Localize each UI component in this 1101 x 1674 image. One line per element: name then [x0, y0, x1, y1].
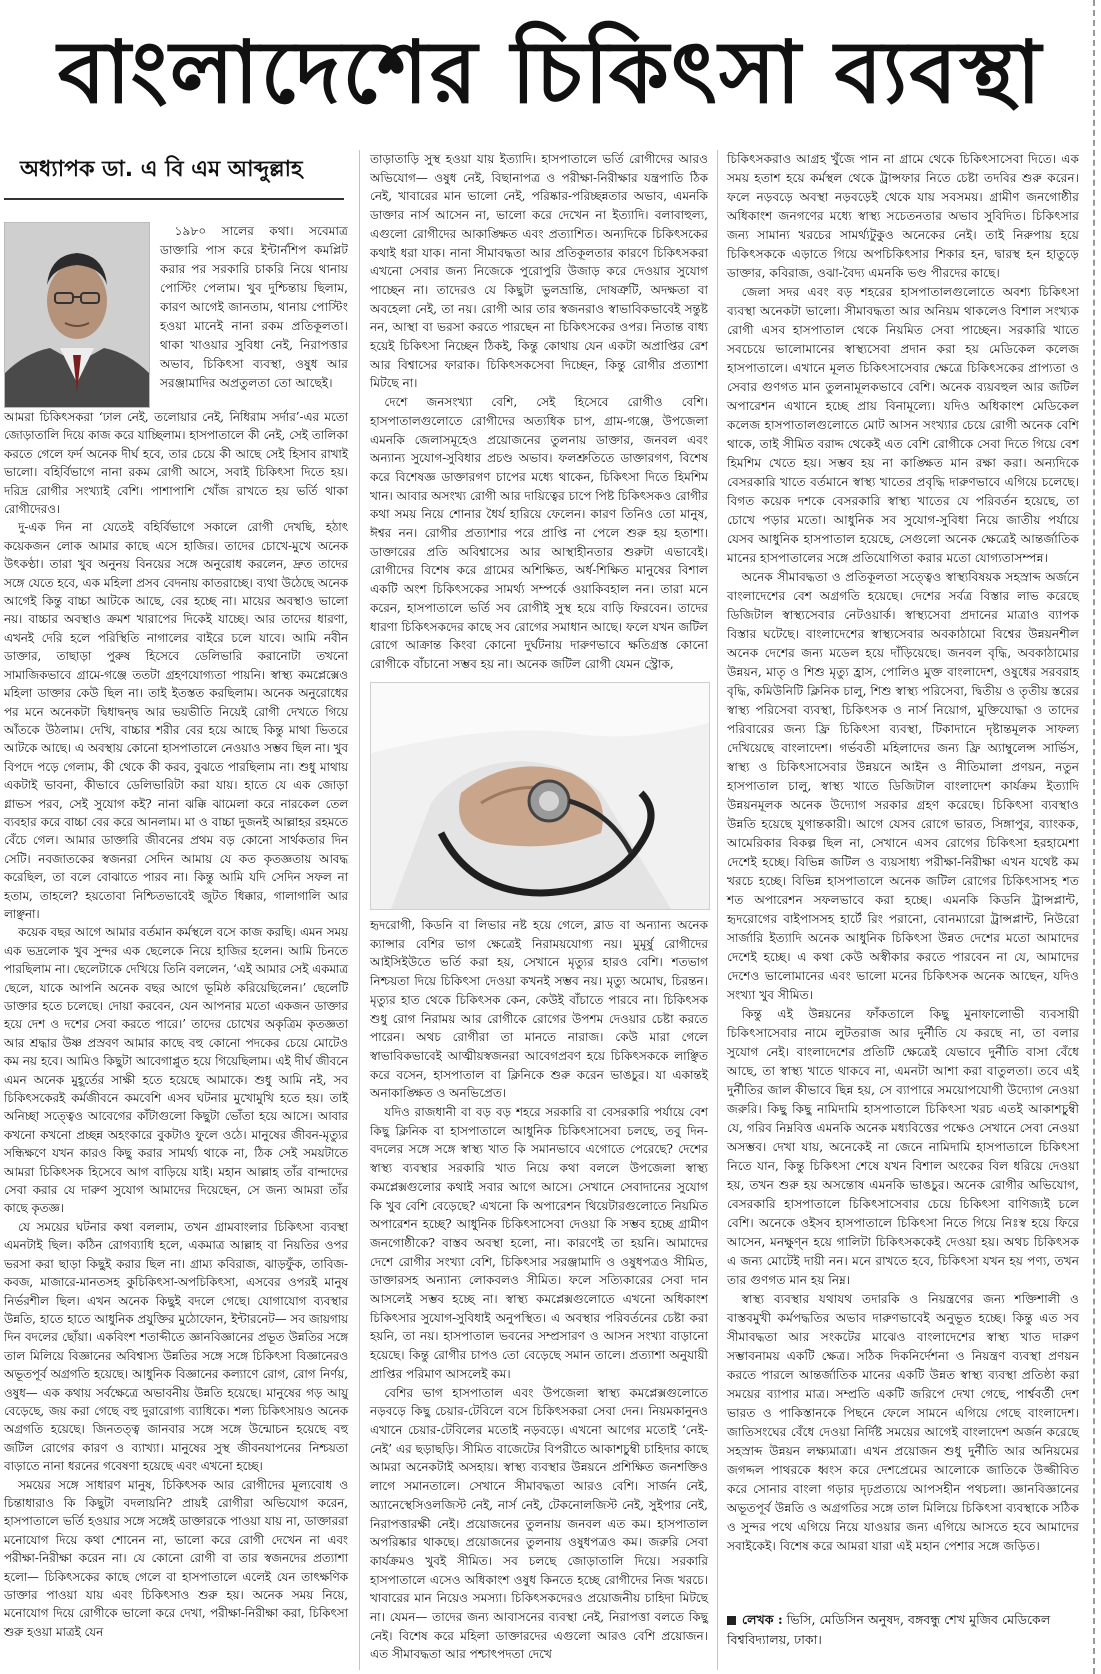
- intro-paragraph: ১৯৮০ সালের কথা। সবেমাত্র ডাক্তারি পাস করে ইন্টার্নশিপ কমপ্লিট করার পর সরকারি চাকরি নিয়ে থানায় পোস্টিং পেলাম। খুব দুশ্চিন্তায় ছিলাম, কারণ আগেই জানতাম, থানায় পোস্টিং হওয়া মানেই নানা রকম প্রতিকূলতা। থাকা খাওয়ার সুবিধা নেই, নিরাপত্তার অভাব, চিকিৎসা ব্যবস্থা, ওষুধ আর সরঞ্জামাদির অপ্রতুলতা তো আছেই।: [160, 224, 348, 390]
- author-portrait-image: [5, 223, 149, 407]
- paragraph: যে সময়ের ঘটনার কথা বললাম, তখন গ্রামবাংলার চিকিৎসা ব্যবস্থা এমনটাই ছিল। কঠিন রোগব্যাধি হলে, একমাত্র আল্লাহ বা নিয়তির ওপর ভরসা করা ছাড়া কিছুই করার ছিল না। গ্রাম্য কবিরাজ, ঝাড়ফুঁক, তাবিজ-কবজ, মাজারে-মানতসহ কুচিকিৎসা-অপচিকিৎসা, এসবের ওপরই মানুষ নির্ভরশীল ছিল। এখন অনেক কিছুই বদলে গেছে। যোগাযোগ ব্যবস্থার উন্নতি, হাতে হাতে আধুনিক প্রযুক্তির মুঠোফোন, ইন্টারনেট— সব জায়গায় দিন বদলের ছোঁয়া। একবিংশ শতাব্দীতে জ্ঞানবিজ্ঞানের প্রভূত উন্নতির সঙ্গে তাল মিলিয়ে বিজ্ঞানের অবিশ্বাস্য উন্নতির সঙ্গে সঙ্গে চিকিৎসা বিজ্ঞানেরও অভূতপূর্ব অগ্রগতি হয়েছে। আধুনিক বিজ্ঞানের কল্যাণে রোগ, রোগ নির্ণয়, ওষুধ— এক কথায় সর্বক্ষেত্রে অভাবনীয় উন্নতি হয়েছে। মানুষের গড় আয়ু বেড়েছে, জয় করা গেছে বহু দুরারোগ্য ব্যাধিকে। শল্য চিকিৎসায়ও অনেক অগ্রগতি হয়েছে। জিনতত্ত্ব জানবার সঙ্গে সঙ্গে উন্মোচন হয়েছে বহু জটিল রোগের কারণ ও ব্যাখ্যা। মানুষের সুস্থ জীবনযাপনের নিশ্চয়তা বাড়াতে নানা ধরনের গবেষণা হয়েছে এবং এখনো হচ্ছে।: [4, 1219, 348, 1474]
- author-note-label: লেখক :: [742, 1612, 783, 1627]
- paragraph: চিকিৎসকরাও আগ্রহ খুঁজে পান না গ্রামে থেকে চিকিৎসাসেবা দিতে। এক সময় হতাশ হয়ে কর্মস্থল থেকে ট্রান্সফার নিতে চেষ্টা তদবির শুরু করেন। ফলে নড়বড়ে অবস্থা নড়বড়েই থেকে যায় সবসময়। গ্রামীণ জনগোষ্ঠীর অধিকাংশ জনগণের মধ্যে স্বাস্থ্য সচেতনতার অভাব সুবিদিত। চিকিৎসার জন্য সামান্য খরচের সামর্থ্যটুকুও অনেকের নেই। তাই নিরুপায় হয়ে চিকিৎসককে এড়াতে গিয়ে অপচিকিৎসার শিকার হন, দ্বারস্থ হন হাতুড়ে ডাক্তার, কবিরাজ, ওঝা-বৈদ্য এমনকি ভণ্ড পীরদের কাছে।: [727, 152, 1079, 280]
- byline: অধ্যাপক ডা. এ বি এম আব্দুল্লাহ: [20, 157, 303, 182]
- column-1-intro: [160, 222, 348, 393]
- paragraph: কিন্তু এই উন্নয়নের ফাঁকতালে কিছু মুনাফালোভী ব্যবসায়ী চিকিৎসাসেবার নামে লুটতরাজ আর দুর্নীতি যে করছে না, তা বলার সুযোগ নেই। বাংলাদেশের প্রতিটি ক্ষেত্রেই যেভাবে দুর্নীতি বাসা বেঁধে আছে, তা স্বাস্থ্য খাতে থাকবে না, এমনটা আশা করা বাতুলতা। তবে এই দুর্নীতির জাল কীভাবে ছিন্ন হয়, সে ব্যাপারে সময়োপযোগী উদ্যোগ নেওয়া জরুরি। কিছু কিছু নামিদামি হাসপাতালে চিকিৎসা খরচ এতই আকাশচুম্বী যে, গরিব নিম্নবিত্ত এমনকি অনেক মধ্যবিত্তের পক্ষেও সেখানে সেবা নেওয়া অসম্ভব। দেখা যায়, অনেকেই না জেনে নামিদামি হাসপাতালে চিকিৎসা নিতে যান, কিন্তু চিকিৎসা শেষে যখন বিশাল অংকের বিল ধরিয়ে দেওয়া হয়, তখন শুরু হয় অসন্তোষ এমনকি ভাঙচুর। অনেক রোগীর অভিযোগ, বেসরকারি হাসপাতালে চিকিৎসাসেবার চেয়ে চিকিৎসা বাণিজ্যই চলে বেশি। অনেকে ওইসব হাসপাতালে চিকিৎসা নিতে গিয়ে নিঃস্ব হয়ে ফিরে আসেন, মনক্ষুণ্ন হয়ে গালিটা চিকিৎসককেই দেওয়া হয়। অথচ চিকিৎসক এ জন্য মোটেই দায়ী নন। মনে রাখতে হবে, চিকিৎসা যখন হয় পণ্য, তখন তার গুণগত মান হয় নিম্ন।: [727, 1007, 1079, 1287]
- paragraph: কয়েক বছর আগে আমার বর্তমান কর্মস্থলে বসে কাজ করছি। এমন সময় এক ভদ্রলোক খুব সুন্দর এক ছেলেকে নিয়ে হাজির হলেন। আমি চিনতে পারছিলাম না। ছেলেটাকে দেখিয়ে তিনি বললেন, ‘এই আমার সেই একমাত্র ছেলে, যাকে আপনি অনেক বছর আগে ভূমিষ্ঠ করিয়েছিলেন।’ ছেলেটি ডাক্তার হতে চলেছে। দোয়া করবেন, যেন আপনার মতো একজন ডাক্তার হয়ে দেশ ও দশের সেবা করতে পারে।’ তাদের চোখের অকৃত্রিম কৃতজ্ঞতা আর শ্রদ্ধার উষ্ণ প্রস্রবণ আমার কাছে বহু কোনো পদকের চেয়ে মোটেও কম নয় হবে। আমিও কিছুটা আবেগাপ্লুত হয়ে গিয়েছিলাম। এই দীর্ঘ জীবনে এমন অনেক মুহূর্তের সাক্ষী হতে হয়েছে আমাকে। শুধু আমি নই, সব চিকিৎসকেরই কর্মজীবনে কমবেশি এসব ঘটনার মুখোমুখি হতে হয়। তাই অনিচ্ছা সত্ত্বেও আবেগের কাঁটাগুলো কিছুটা ভোঁতা হয়ে আসে। আবার কখনো কখনো প্রচ্ছন্ন অহংকারে বুকটাও ফুলে ওঠে। মানুষের জীবন-মৃত্যুর সন্ধিক্ষণে যখন কারও কিছু করার সামর্থ্য থাকে না, ঠিক সেই সময়টাতে আমরা চিকিৎসক হিসেবে আগ বাড়িয়ে যাই। মহান আল্লাহ তাঁর বান্দাদের সেবা করার যে দারুণ সুযোগ আমাদের দিয়েছেন, সে জন্য আমরা তাঁর কাছে কৃতজ্ঞ।: [4, 925, 348, 1216]
- paragraph: আমরা চিকিৎসকরা ‘ঢাল নেই, তলোয়ার নেই, নিধিরাম সর্দার’-এর মতো জোড়াতালি দিয়ে কাজ করে যাচ্ছিলাম। হাসপাতালে কী নেই, সেই তালিকা করতে গেলে ফর্দ অনেক দীর্ঘ হবে, তার চেয়ে কী আছে সেই হিসাব রাখাই ভালো। বহির্বিভাগে নানা রকম রোগী আসে, সবাই চিকিৎসা দিতে হয়। দরিদ্র রোগীর সংখ্যাই বেশি। পাশাপাশি খোঁজ রাখতে হয় ভর্তি থাকা রোগীদেরও।: [4, 410, 348, 517]
- column-2-bottom: [370, 916, 708, 1664]
- paragraph: যদিও রাজধানী বা বড় বড় শহরে সরকারি বা বেসরকারি পর্যায়ে বেশ কিছু ক্লিনিক বা হাসপাতালে আধুনিক চিকিৎসাসেবা চলছে, তবু দিন-বদলের সঙ্গে সঙ্গে স্বাস্থ্য খাত কি সমানভাবে এগোতে পেরেছে? দেশের স্বাস্থ্য ব্যবস্থার সরকারি খাত নিয়ে কথা বললে উপজেলা স্বাস্থ্য কমপ্লেক্সগুলোর কথাই সবার আগে আসে। সেখানে সেবাদানের সুযোগ কি খুব বেশি বেড়েছে? এখনো কি অপারেশন থিয়েটারগুলোতে নিয়মিত অপারেশন হচ্ছে? আধুনিক চিকিৎসাসেবা দেওয়া কি সম্ভব হচ্ছে গ্রামীণ জনগোষ্ঠীকে? বাস্তব অবস্থা হলো, না। কারণেই তা হয়নি। আমাদের দেশে রোগীর সংখ্যা বেশি, চিকিৎসার সরঞ্জামাদি ও ওষুধপত্রও সীমিত, ডাক্তারসহ অন্যান্য লোকবলও সীমিত। ফলে সত্যিকারের সেবা দান আসলেই সম্ভব হচ্ছে না। স্বাস্থ্য কমপ্লেক্সগুলোতে এখনো অধিকাংশ চিকিৎসার সুযোগ-সুবিধাই অনুপস্থিত। এ অবস্থার পরিবর্তনের চেষ্টা করা হয়নি, তা নয়। হাসপাতাল ভবনের সম্প্রসারণ ও আসন সংখ্যা বাড়ানো হয়েছে। কিন্তু রোগীর চাপও তো বেড়েছে সমান তালে। প্রত্যাশা অনুযায়ী প্রাপ্তির পরিমাণ আসলেই কম।: [370, 1105, 708, 1381]
- paragraph: দু-এক দিন না যেতেই বহির্বিভাগে সকালে রোগী দেখছি, হঠাৎ কয়েকজন লোক আমার কাছে এসে হাজির। তাদের চোখে-মুখে অনেক উৎকণ্ঠা। তারা খুব অনুনয় বিনয়ের সঙ্গে অনুরোধ করলেন, দ্রুত তাদের সঙ্গে যেতে হবে, এক মহিলা প্রসব বেদনায় কাতরাচ্ছে। ব্যথা উঠেছে অনেক আগেই কিন্তু বাচ্চা আটকে আছে, বের হচ্ছে না। মায়ের অবস্থাও ভালো নয়। বাচ্চার অবস্থাও ক্রমশ খারাপের দিকেই যাচ্ছে। আর তাদের ধারণা, এখনই দেরি হলে পরিস্থিতি নাগালের বাইরে চলে যাবে। আমি নবীন ডাক্তার, তাছাড়া পুরুষ হিসেবে ডেলিভারি করানোটা তখনো সামাজিকভাবে গ্রামে-গঞ্জে ততটা গ্রহণযোগ্যতা পায়নি। স্বাস্থ্য কমপ্লেক্সেও মহিলা ডাক্তার কেউ ছিল না। তাই ইতস্তত করছিলাম। অনেক অনুরোধের পর মনে অনেকটা দ্বিধাদ্বন্দ্ব আর ভয়ভীতি নিয়েই রোগী দেখতে গিয়ে আঁতকে উঠলাম। দেখি, বাচ্চার শরীর বের হয়ে আছে কিন্তু মাথা ভিতরে আটকে আছে। এ অবস্থায় কোনো হাসপাতালে নেওয়াও সম্ভব ছিল না। খুব বিপদে পড়ে গেলাম, কী থেকে কী করব, বুঝতে পারছিলাম না। শুধু মাথায় একটাই ভাবনা, কীভাবে ডেলিভারিটা করা যায়। হাতে যে এক জোড়া গ্লাভস পরব, সেই সুযোগ কই? নানা ঝক্কি ঝামেলা করে নারকেল তেল ব্যবহার করে বাচ্চা বের করে আনলাম। মা ও বাচ্চা দুজনই আল্লাহর রহমতে বেঁচে গেল। আমার ডাক্তারি জীবনের প্রথম বড় কোনো সার্থকতার দিন সেটি। নবজাতকের স্বজনরা সেদিন আমায় যে কত কৃতজ্ঞতায় আবদ্ধ করেছিল, তা বলে বোঝাতে পারব না। কিন্তু আমি যদি সেদিন সফল না হতাম, তাহলে? হয়তোবা নিশ্চিতভাবেই জুটত ধিক্কার, গালাগালি আর লাঞ্ছনা।: [4, 520, 348, 921]
- author-note: [727, 1610, 1079, 1649]
- paragraph: দেশে জনসংখ্যা বেশি, সেই হিসেবে রোগীও বেশি। হাসপাতালগুলোতে রোগীদের অত্যধিক চাপ, গ্রাম-গঞ্জে, উপজেলা এমনকি জেলাসমূহেও প্রয়োজনের তুলনায় ডাক্তার, জনবল এবং অন্যান্য সুযোগ-সুবিধার প্রচণ্ড অভাব। ফলশ্রুতিতে ডাক্তারগণ, বিশেষ করে বিশেষজ্ঞ ডাক্তারগণ চাপের মধ্যে থাকেন, চিকিৎসা দিতে হিমশিম খান। আবার অসংখ্য রোগী আর দায়িত্বের চাপে পিষ্ট চিকিৎসকও রোগীর কথা সময় নিয়ে শোনার ধৈর্য হারিয়ে ফেলেন। কারণ তিনিও তো মানুষ, ঈশ্বর নন। রোগীর প্রত্যাশার পরে প্রাপ্তি না পেলে শুরু হয় হতাশা। ডাক্তারের প্রতি অবিশ্বাসের আর আস্থাহীনতার শুরুটা এভাবেই। রোগীদের বিশেষ করে গ্রামের অশিক্ষিত, অর্ধ-শিক্ষিত মানুষের বিশাল একটি অংশ চিকিৎসকের সামর্থ্য সম্পর্কে ওয়াকিবহাল নন। তারা মনে করেন, হাসপাতালে ভর্তি সব রোগীই সুস্থ হয়ে বাড়ি ফিরবেন। তাদের ধারণা চিকিৎসকদের কাছে সব রোগের সমাধান আছে। ফলে যখন জটিল রোগে আক্রান্ত কিংবা কোনো দুর্ঘটনায় দারুণভাবে ক্ষতিগ্রস্ত কোনো রোগীকে বাঁচানো সম্ভব হয় না। অনেক জটিল রোগী যেমন স্ট্রোক,: [370, 395, 708, 671]
- headline: বাংলাদেশের চিকিৎসা ব্যবস্থা: [57, 23, 1044, 123]
- byline-rule: [4, 198, 344, 200]
- paragraph: সময়ের সঙ্গে সাধারণ মানুষ, চিকিৎসক আর রোগীদের মূল্যবোধ ও চিন্তাধারাও কি কিছুটা বদলায়নি? প্রায়ই রোগীরা অভিযোগ করেন, হাসপাতালে ভর্তি হওয়ার সঙ্গে সঙ্গেই ডাক্তারকে পাওয়া যায় না, ডাক্তাররা মনোযোগ দিয়ে কথা শোনেন না, ভালো করে রোগী দেখেন না এবং পরীক্ষা-নিরীক্ষা করেন না। যে কোনো রোগী বা তার স্বজনদের প্রত্যাশা হলো— চিকিৎসকের কাছে গেলে বা হাসপাতালে এলেই যেন তাৎক্ষণিক ডাক্তার পাওয়া যায় এবং চিকিৎসাও শুরু হয়। অনেক সময় নিয়ে, মনোযোগ দিয়ে রোগীকে ভালো করে দেখা, পরীক্ষা-নিরীক্ষা করা, চিকিৎসা শুরু হওয়া মাত্রই যেন: [4, 1477, 348, 1639]
- paragraph: তাড়াতাড়ি সুস্থ হওয়া যায় ইত্যাদি। হাসপাতালে ভর্তি রোগীদের আরও অভিযোগ— ওষুধ নেই, বিছানাপত্র ও পরীক্ষা-নিরীক্ষার যন্ত্রপাতি ঠিক নেই, খাবারের মান ভালো নেই, পরিষ্কার-পরিচ্ছন্নতার অভাব, এমনকি ডাক্তার নার্স আসেন না, ভালো করে দেখেন না ইত্যাদি। বলাবাহুল্য, এগুলো রোগীদের আকাঙ্ক্ষিত এবং প্রত্যাশিত। অন্যদিকে চিকিৎসকের কথাই ধরা যাক। নানা সীমাবদ্ধতা আর প্রতিকূলতার কারণে চিকিৎসকরা এখনো সেবার জন্য নিজেকে পুরোপুরি উজাড় করে দেওয়ার সুযোগ পাচ্ছেন না। তাদেরও যে কিছুটা ভুলভ্রান্তি, দোষত্রুটি, অদক্ষতা বা অবহেলা নেই, তা নয়। রোগী আর তার স্বজনরাও স্বাভাবিকভাবেই সন্তুষ্ট নন, আস্থা বা ভরসা করতে পারছেন না চিকিৎসকের ওপর। নিতান্ত বাধ্য হয়েই চিকিৎসা নিচ্ছেন ঠিকই, কিন্তু কোথায় যেন একটা অপ্রাপ্তির রেশ আর বিশ্বাসের ফারাক। চিকিৎসকসেবা দিচ্ছেন, কিন্তু রোগীর প্রত্যাশা মিটছে না।: [370, 152, 708, 391]
- author-photo: [4, 222, 150, 408]
- column-2-top: [370, 150, 708, 674]
- stethoscope-photo: [370, 682, 710, 910]
- stethoscope-hands-image: [371, 683, 709, 909]
- author-note-text: ভিসি, মেডিসিন অনুষদ, বঙ্গবন্ধু শেখ মুজিব মেডিকেল বিশ্ববিদ্যালয়, ঢাকা।: [727, 1612, 1051, 1647]
- paragraph: অনেক সীমাবদ্ধতা ও প্রতিকূলতা সত্ত্বেও স্বাস্থ্যবিষয়ক সহস্রাব্দ অর্জনে বাংলাদেশের বেশ অগ্রগতি হয়েছে। দেশের সর্বত্র বিস্তার লাভ করেছে ডিজিটাল স্বাস্থ্যসেবার নেটওয়ার্ক। স্বাস্থ্যসেবা প্রদানের মাত্রাও ব্যাপক বিস্তার ঘটেছে। বাংলাদেশের স্বাস্থ্যসেবার অবকাঠামো বিশ্বের উন্নয়নশীল অনেক দেশের জন্য মডেল হয়ে দাঁড়িয়েছে। জনবল বৃদ্ধি, অবকাঠামোর উন্নয়ন, মাতৃ ও শিশু মৃত্যু হ্রাস, পোলিও মুক্ত বাংলাদেশ, ওষুধের সরবরাহ বৃদ্ধি, কমিউনিটি ক্লিনিক চালু, শিশু স্বাস্থ্য পরিসেবা, দ্বিতীয় ও তৃতীয় স্তরের স্বাস্থ্য পরিসেবা ব্যবস্থা, চিকিৎসক ও নার্স নিয়োগ, মুক্তিযোদ্ধা ও তাদের পরিবারের জন্য ফ্রি চিকিৎসা ব্যবস্থা, টিকাদানে দৃষ্টান্তমূলক সাফল্য দেখিয়েছে বাংলাদেশ। গর্ভবতী মহিলাদের জন্য ফ্রি অ্যাম্বুলেন্স সার্ভিস, স্বাস্থ্য ও চিকিৎসাসেবার উন্নয়নে আইন ও নীতিমালা প্রণয়ন, নতুন হাসপাতাল চালু, স্বাস্থ্য খাতে ডিজিটাল বাংলাদেশ কার্যক্রম ইত্যাদি উন্নয়নমূলক অনেক উদ্যোগ সরকার গ্রহণ করেছে। চিকিৎসা ব্যবস্থাও উন্নতি হয়েছে যুগান্তকারী। আগে যেসব রোগে ভারত, সিঙ্গাপুর, ব্যাংকক, আমেরিকার বিকল্প ছিল না, সেখানে এসব রোগের চিকিৎসা হরহামেশা দেশেই হচ্ছে। বিভিন্ন জটিল ও ব্যয়সাধ্য পরীক্ষা-নিরীক্ষা এখন যথেষ্ট কম খরচে হচ্ছে। বিভিন্ন হাসপাতালে অনেক জটিল রোগের চিকিৎসাসহ শত শত অপারেশন সফলভাবে করা হচ্ছে। এমনকি কিডনি ট্রান্সপ্লান্ট, হৃদরোগের বাইপাসসহ হার্টে রিং পরানো, বোনম্যারো ট্রান্সপ্লান্ট, নিউরো সার্জারি ইত্যাদি অনেক আধুনিক চিকিৎসা উন্নত দেশের মতো আমাদের দেশেই হচ্ছে। এ কথা কেউ অস্বীকার করতে পারবেন না যে, আমাদের দেশেও ভালোমানের এবং ভালো মনের চিকিৎসক অনেক আছেন, যদিও সংখ্যা খুব সীমিত।: [727, 570, 1079, 1002]
- paragraph: স্বাস্থ্য ব্যবস্থার যথাযথ তদারকি ও নিয়ন্ত্রণের জন্য শক্তিশালী ও বাস্তবমুখী কর্মপদ্ধতির অভাব দারুণভাবেই অনুভূত হচ্ছে। কিন্তু এত সব সীমাবদ্ধতা আর সংকটের মাঝেও বাংলাদেশের স্বাস্থ্য খাত দারুণ সম্ভাবনাময় একটি ক্ষেত্র। সঠিক দিকনির্দেশনা ও নিয়ন্ত্রণ ব্যবস্থা প্রণয়ন করতে পারলে আন্তর্জাতিক মানের একটি উন্নত স্বাস্থ্য ব্যবস্থা প্রতিষ্ঠা করা সময়ের ব্যাপার মাত্র। সম্প্রতি একটি জরিপে দেখা গেছে, পার্শ্ববর্তী দেশ ভারত ও পাকিস্তানকে পিছনে ফেলে সামনে এগিয়ে গেছে বাংলাদেশ। জাতিসংঘের বেঁধে দেওয়া নির্দিষ্ট সময়ের আগেই বাংলাদেশ অর্জন করেছে সহস্রাব্দ উন্নয়ন লক্ষ্যমাত্রা। এখন প্রয়োজন শুধু দুর্নীতি আর অনিয়মের জগদ্দল পাথরকে ধ্বংস করে দেশপ্রেমের আলোকে জাতিকে উজ্জীবিত করে সোনার বাংলা গড়ার দৃঢ়প্রত্যয়ে আপসহীন পথচলা। জ্ঞানবিজ্ঞানের অভূতপূর্ব উন্নতি ও অগ্রগতির সঙ্গে তাল মিলিয়ে চিকিৎসা ব্যবস্থাকে সঠিক ও সুন্দর পথে এগিয়ে নিয়ে যাওয়ার জন্য এগিয়ে আসতে হবে আমাদের সবাইকেই। বিশেষ করে আমরা যারা এই মহান পেশার সঙ্গে জড়িত।: [727, 1292, 1079, 1553]
- column-1: [4, 408, 348, 1641]
- paragraph: হৃদরোগী, কিডনি বা লিভার নষ্ট হয়ে গেলে, ব্লাড বা অন্যান্য অনেক ক্যান্সার বেশির ভাগ ক্ষেত্রেই নিরাময়যোগ্য নয়। মুমূর্ষু রোগীদের আইসিইউতে ভর্তি করা হয়, সেখানে মৃত্যুর হারও বেশি। শতভাগ নিশ্চয়তা দিয়ে চিকিৎসা দেওয়া কখনই সম্ভব নয়। মৃত্যু অমোঘ, চিরন্তন। মৃত্যুর হাত থেকে চিকিৎসক কেন, কেউই বাঁচাতে পারবে না। চিকিৎসক শুধু রোগ নিরাময় আর রোগীকে রোগের উপশম দেওয়ার চেষ্টা করতে পারেন। অথচ রোগীরা তা মানতে নারাজ। কেউ মারা গেলে স্বাভাবিকভাবেই আত্মীয়স্বজনরা আবেগপ্রবণ হয়ে চিকিৎসককে লাঞ্ছিত করে বসেন, হাসপাতাল বা ক্লিনিকে শুরু করেন ভাঙচুর। যা একান্তই অনাকাঙ্ক্ষিত ও অনভিপ্রেত।: [370, 918, 708, 1101]
- paragraph: বেশির ভাগ হাসপাতাল এবং উপজেলা স্বাস্থ্য কমপ্লেক্সগুলোতে নড়বড়ে কিছু চেয়ার-টেবিলে বসে চিকিৎসকরা সেবা দেন। নিয়মকানুনও এখানে চেয়ার-টেবিলের মতোই নড়বড়ে। এখনো আগের মতোই ‘নেই-নেই’ এর ছড়াছড়ি। সীমিত বাজেটের বিপরীতে আকাশচুম্বী চাহিদার কাছে আমরা অনেকটাই অসহায়। স্বাস্থ্য ব্যবস্থার উন্নয়নে প্রশিক্ষিত জনশক্তিও লাগে সমানতালে। সেখানে সীমাবদ্ধতা আরও বেশি। সার্জন নেই, অ্যানেস্থেসিওলজিস্ট নেই, নার্স নেই, টেকনোলজিস্ট নেই, সুইপার নেই, নিরাপত্তারক্ষী নেই। প্রয়োজনের তুলনায় জনবল এত কম। হাসপাতাল অপরিষ্কার থাকছে। প্রয়োজনের তুলনায় ওষুধপত্রও কম। জরুরি সেবা কার্যক্রমও খুবই সীমিত। সব চলছে জোড়াতালি দিয়ে। সরকারি হাসপাতালে এসেও অধিকাংশ ওষুধ কিনতে হচ্ছে রোগীদের নিজ খরচে। খাবারের মান নিয়েও সমস্যা। চিকিৎসকদেরও প্রয়োজনীয় চাহিদা মিটছে না। যেমন— তাদের জন্য আবাসনের ব্যবস্থা নেই, নিরাপত্তা বলতে কিছু নেই। বিশেষ করে মহিলা ডাক্তারদের এগুলো আরও বেশি প্রয়োজন। এত সীমাবদ্ধতা আর পশ্চাৎপদতা দেখে: [370, 1385, 708, 1662]
- square-bullet-icon: [727, 1616, 736, 1625]
- column-divider: [359, 150, 360, 1670]
- column-divider: [717, 150, 718, 1670]
- column-3: [727, 150, 1079, 1556]
- page-edge: [1093, 0, 1095, 1674]
- paragraph: জেলা সদর এবং বড় শহরের হাসপাতালগুলোতে অবশ্য চিকিৎসা ব্যবস্থা অনেকটা ভালো। সীমাবদ্ধতা আর অনিয়ম থাকলেও বিশাল সংখ্যক রোগী এসব হাসপাতাল থেকে নিয়মিত সেবা পাচ্ছেন। সরকারি খাতে সবচেয়ে ভালোমানের স্বাস্থ্যসেবা প্রদান করা হয় মেডিকেল কলেজ হাসপাতালে। এখানে মূলত চিকিৎসাসেবার ক্ষেত্রে চিকিৎসকের প্রাপ্যতা ও সেবার গুণগত মান তুলনামূলকভাবে বেশি। অনেক ব্যয়বহুল আর জটিল অপারেশন এখানে হচ্ছে প্রায় বিনামূল্যে। যদিও অধিকাংশ মেডিকেল কলেজ হাসপাতালগুলোতে মোট আসন সংখ্যার চেয়ে রোগী অনেক বেশি থাকে, তাই সীমিত বরাদ্দ থেকেই এত বেশি রোগীকে সেবা দিতে গিয়ে বেশ হিমশিম খেতে হয়। সম্ভব হয় না কাঙ্ক্ষিত মান রক্ষা করা। অন্যদিকে বেসরকারি খাতে বর্তমানে স্বাস্থ্য খাতের প্রবৃদ্ধি দারুণভাবে এগিয়ে চলেছে। বিগত কয়েক দশকে বেসরকারি স্বাস্থ্য খাতের যে পরিবর্তন হয়েছে, তা চোখে পড়ার মতো। আধুনিক সব সুযোগ-সুবিধা নিয়ে জাতীয় পর্যায়ে যেসব আধুনিক হাসপাতাল হয়েছে, সেগুলো অনেক ক্ষেত্রেই আন্তর্জাতিক মানের হাসপাতালের সঙ্গে প্রতিযোগিতা করার মতো যোগ্যতাসম্পন্ন।: [727, 285, 1079, 565]
